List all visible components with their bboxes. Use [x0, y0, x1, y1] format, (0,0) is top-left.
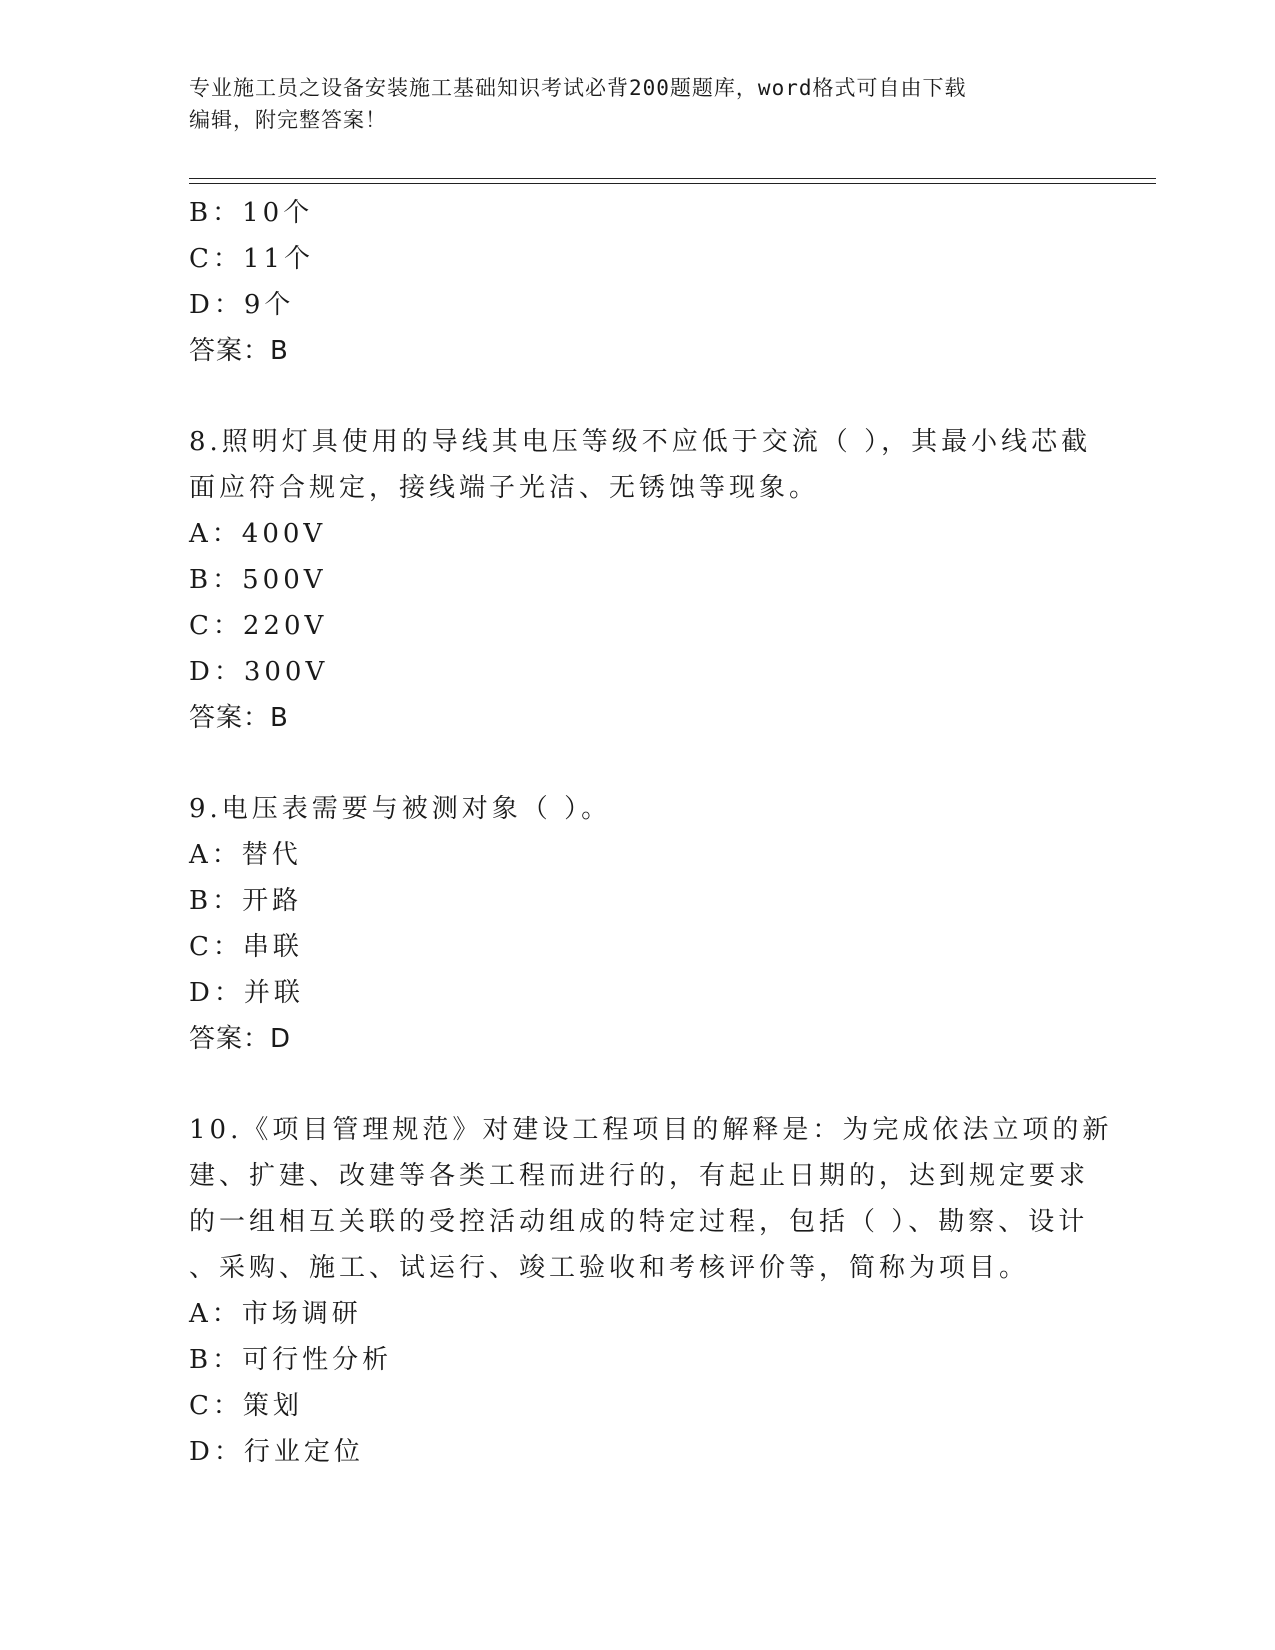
question-content — [189, 190, 1113, 1475]
option-c: C：策划 — [189, 1391, 303, 1421]
option-c: C：11个 — [189, 244, 314, 274]
header-divider-bottom — [189, 183, 1156, 184]
question-9 — [189, 786, 1089, 1062]
option-b: B：可行性分析 — [189, 1345, 393, 1375]
spacer — [189, 374, 1089, 419]
answer-line: 答案：B — [189, 703, 289, 733]
option-d: D：9个 — [189, 290, 295, 320]
question-text-line: 面应符合规定，接线端子光洁、无锈蚀等现象。 — [189, 473, 820, 503]
question-text-line: 的一组相互关联的受控活动组成的特定过程，包括（ ）、勘察、设计 — [189, 1207, 1089, 1237]
question-text-line: 、采购、施工、试运行、竣工验收和考核评价等，简称为项目。 — [189, 1253, 1030, 1283]
option-b: B：500V — [189, 565, 327, 595]
option-d: D：行业定位 — [189, 1437, 364, 1467]
header-title-line-2: 编辑，附完整答案！ — [189, 108, 387, 132]
question-8 — [189, 419, 1092, 741]
answer-line: 答案：B — [189, 336, 289, 366]
question-text-line: 9.电压表需要与被测对象（ ）。 — [189, 794, 612, 824]
spacer — [189, 741, 1089, 786]
spacer — [189, 1062, 1089, 1107]
option-b: B：10个 — [189, 198, 314, 228]
question-7-tail — [189, 190, 1089, 374]
question-text-line: 8.照明灯具使用的导线其电压等级不应低于交流（ ），其最小线芯截 — [189, 427, 1092, 457]
header-divider-top — [189, 178, 1156, 179]
option-d: D：300V — [189, 657, 329, 687]
question-text-line: 10.《项目管理规范》对建设工程项目的解释是：为完成依法立项的新 — [189, 1115, 1113, 1145]
option-b: B：开路 — [189, 886, 303, 916]
option-a: A：市场调研 — [189, 1299, 362, 1329]
option-c: C：串联 — [189, 932, 303, 962]
header-title-line-1: 专业施工员之设备安装施工基础知识考试必背200题题库，word格式可自由下载 — [189, 76, 967, 100]
option-c: C：220V — [189, 611, 328, 641]
document-header — [189, 72, 1069, 136]
question-10 — [189, 1107, 1113, 1475]
answer-line: 答案：D — [189, 1024, 292, 1054]
option-a: A：400V — [189, 519, 327, 549]
option-a: A：替代 — [189, 840, 302, 870]
question-text-line: 建、扩建、改建等各类工程而进行的，有起止日期的，达到规定要求 — [189, 1161, 1090, 1191]
option-d: D：并联 — [189, 978, 304, 1008]
